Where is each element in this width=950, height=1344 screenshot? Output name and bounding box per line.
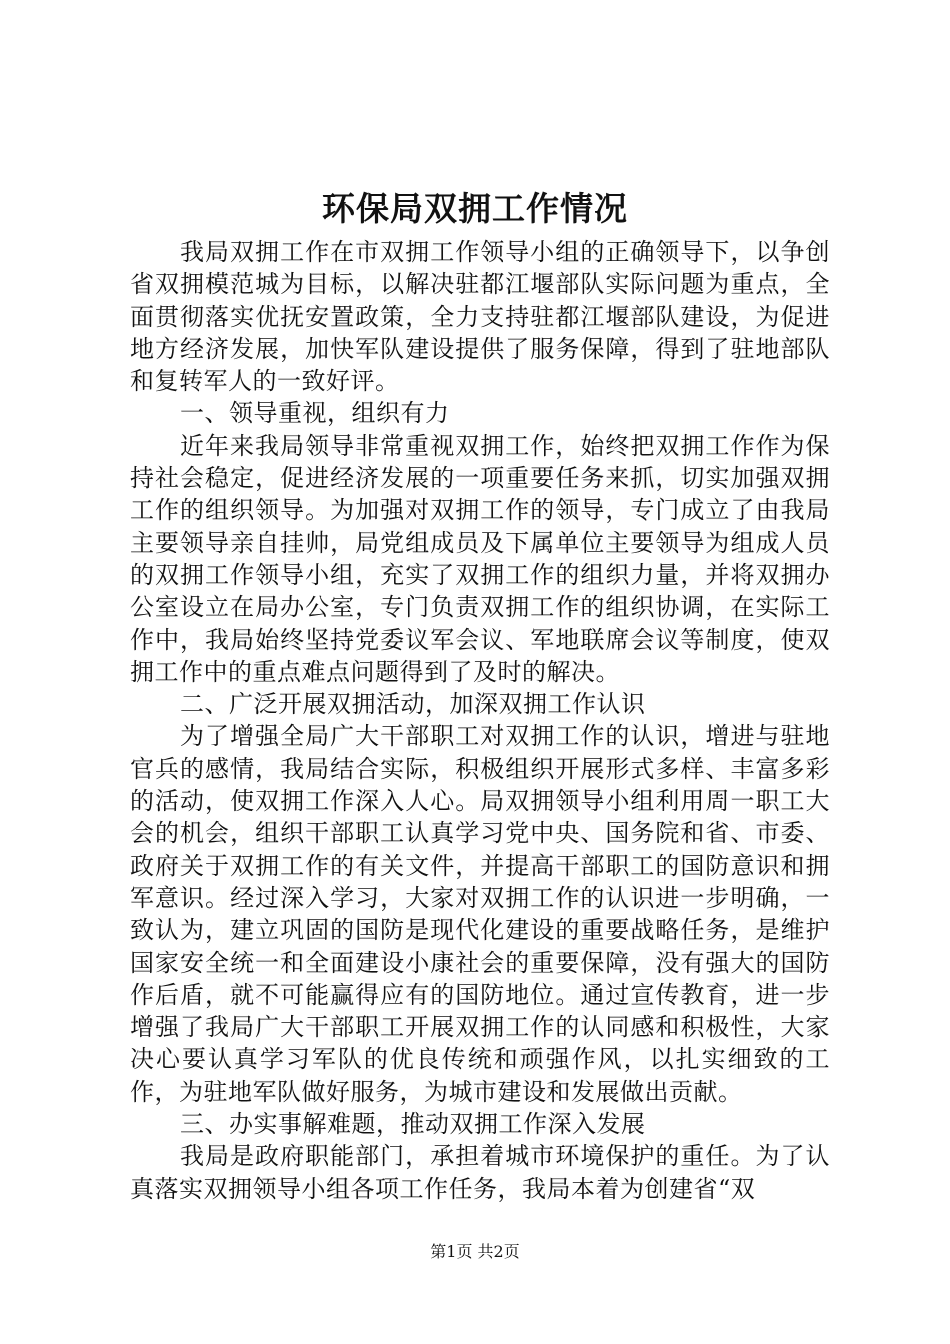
page-number-footer: 第1页 共2页 bbox=[430, 1242, 520, 1261]
paragraph-intro: 我局双拥工作在市双拥工作领导小组的正确领导下，以争创省双拥模范城为目标，以解决驻都江堰部队实际问题为重点，全面贯彻落实优抚安置政策，全力支持驻都江堰部队建设，为促进地方经济发展，加快军队建设提供了服务保障，得到了驻地部队和复转军人的一致好评。 bbox=[130, 238, 830, 396]
section-heading-2: 二、广泛开展双拥活动，加深双拥工作认识 bbox=[180, 690, 646, 719]
paragraph-section-3: 我局是政府职能部门，承担着城市环境保护的重任。为了认真落实双拥领导小组各项工作任务，我局本着为创建省“双 bbox=[130, 1142, 830, 1203]
document-title: 环保局双拥工作情况 bbox=[322, 189, 628, 228]
section-heading-3: 三、办实事解难题，推动双拥工作深入发展 bbox=[180, 1110, 646, 1139]
document-body bbox=[130, 236, 830, 1205]
paragraph-section-1: 近年来我局领导非常重视双拥工作，始终把双拥工作作为保持社会稳定，促进经济发展的一项重要任务来抓，切实加强双拥工作的组织领导。为加强对双拥工作的领导，专门成立了由我局主要领导亲自挂帅，局党组成员及下属单位主要领导为组成人员的双拥工作领导小组，充实了双拥工作的组织力量，并将双拥办公室设立在局办公室，专门负责双拥工作的组织协调，在实际工作中，我局始终坚持党委议军会议、军地联席会议等制度，使双拥工作中的重点难点问题得到了及时的解决。 bbox=[130, 431, 830, 686]
paragraph-section-2: 为了增强全局广大干部职工对双拥工作的认识，增进与驻地官兵的感情，我局结合实际，积极组织开展形式多样、丰富多彩的活动，使双拥工作深入人心。局双拥领导小组利用周一职工大会的机会，组织干部职工认真学习党中央、国务院和省、市委、政府关于双拥工作的有关文件，并提高干部职工的国防意识和拥军意识。经过深入学习，大家对双拥工作的认识进一步明确，一致认为，建立巩固的国防是现代化建设的重要战略任务，是维护国家安全统一和全面建设小康社会的重要保障，没有强大的国防作后盾，就不可能赢得应有的国防地位。通过宣传教育，进一步增强了我局广大干部职工开展双拥工作的认同感和积极性，大家决心要认真学习军队的优良传统和顽强作风，以扎实细致的工作，为驻地军队做好服务，为城市建设和发展做出贡献。 bbox=[130, 722, 830, 1106]
section-heading-1: 一、领导重视，组织有力 bbox=[180, 399, 450, 428]
